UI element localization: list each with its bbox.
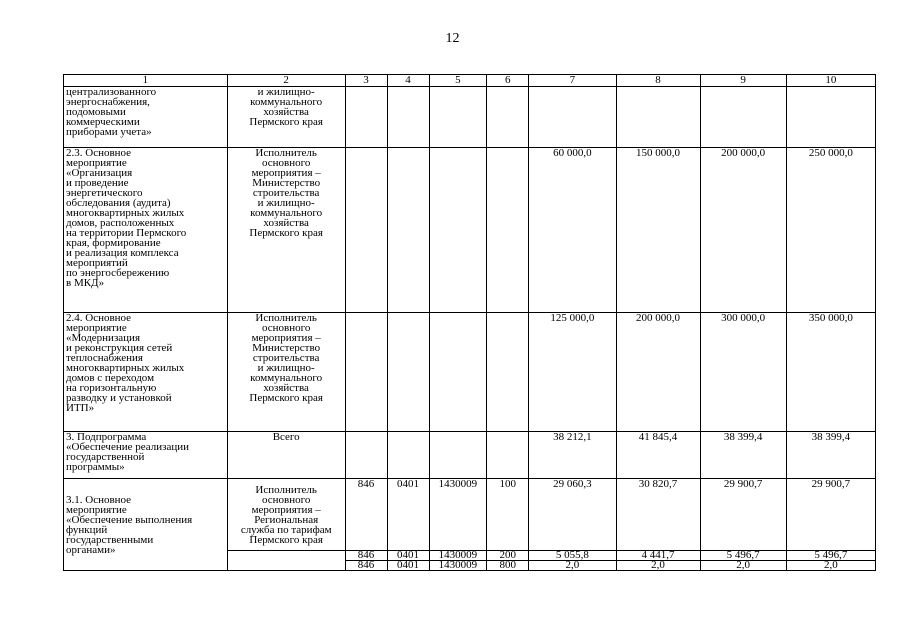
cell-v7: 38 212,1 xyxy=(529,432,616,479)
executor xyxy=(227,148,345,313)
cell-c4 xyxy=(387,432,429,479)
cell-v10: 350 000,0 xyxy=(786,313,875,432)
cell-v7: 60 000,0 xyxy=(529,148,616,313)
page-number: 12 xyxy=(445,31,460,46)
cell-v9: 300 000,0 xyxy=(700,313,786,432)
column-header: 1 xyxy=(64,75,228,87)
cell-v8: 41 845,4 xyxy=(616,432,700,479)
executor-text: Исполнитель основного мероприятия – Министерство строительства и жилищно- коммунального хозяйства Пермского края xyxy=(249,147,323,239)
cell-v8: 150 000,0 xyxy=(616,148,700,313)
cell-v7 xyxy=(529,87,616,148)
measure-name-text: 2.4. Основное мероприятие «Модернизация и реконструкция сетей теплоснабжения многоквартирных жилых домов с переходом на горизонтальную разводку и установкой ИТП» xyxy=(66,312,185,414)
measure-name xyxy=(64,432,228,479)
cell-v10: 250 000,0 xyxy=(786,148,875,313)
cell-v10: 29 900,7 xyxy=(786,479,875,551)
cell-v7: 2,0 xyxy=(529,561,616,571)
cell-c4 xyxy=(387,148,429,313)
cell-v8: 200 000,0 xyxy=(616,313,700,432)
table-row xyxy=(64,87,876,148)
cell-c6 xyxy=(487,87,529,148)
cell-c4: 0401 xyxy=(387,551,429,561)
cell-c6: 100 xyxy=(487,479,529,551)
cell-v7: 29 060,3 xyxy=(529,479,616,551)
cell-c5 xyxy=(429,148,487,313)
cell-v8: 2,0 xyxy=(616,561,700,571)
cell-v10 xyxy=(786,87,875,148)
cell-c5: 1430009 xyxy=(429,551,487,561)
cell-v8: 30 820,7 xyxy=(616,479,700,551)
cell-c6 xyxy=(487,148,529,313)
table-row xyxy=(64,479,876,551)
cell-v10: 2,0 xyxy=(786,561,875,571)
column-header: 8 xyxy=(616,75,700,87)
cell-c5: 1430009 xyxy=(429,561,487,571)
cell-v8 xyxy=(616,87,700,148)
cell-c6: 200 xyxy=(487,551,529,561)
cell-c3: 846 xyxy=(345,561,387,571)
table-row xyxy=(64,313,876,432)
measure-name-text: 3. Подпрограмма «Обеспечение реализации государственной программы» xyxy=(66,431,190,473)
column-header: 2 xyxy=(227,75,345,87)
column-header: 6 xyxy=(487,75,529,87)
executor-empty xyxy=(227,551,345,571)
column-header: 4 xyxy=(387,75,429,87)
cell-v9: 200 000,0 xyxy=(700,148,786,313)
cell-c6: 800 xyxy=(487,561,529,571)
cell-c5: 1430009 xyxy=(429,479,487,551)
cell-c6 xyxy=(487,313,529,432)
measure-name xyxy=(64,479,228,571)
cell-c6 xyxy=(487,432,529,479)
cell-v10: 38 399,4 xyxy=(786,432,875,479)
column-header: 9 xyxy=(700,75,786,87)
cell-c5 xyxy=(429,313,487,432)
cell-v9 xyxy=(700,87,786,148)
cell-c5 xyxy=(429,432,487,479)
cell-c3: 846 xyxy=(345,479,387,551)
executor xyxy=(227,313,345,432)
executor-text: и жилищно- коммунального хозяйства Пермского края xyxy=(249,86,323,128)
cell-c3 xyxy=(345,87,387,148)
cell-v7: 125 000,0 xyxy=(529,313,616,432)
table-row xyxy=(64,432,876,479)
measure-name xyxy=(64,313,228,432)
executor-text: Исполнитель основного мероприятия – Министерство строительства и жилищно- коммунального хозяйства Пермского края xyxy=(249,312,323,404)
column-header: 10 xyxy=(786,75,875,87)
cell-v7: 5 055,8 xyxy=(529,551,616,561)
cell-c3: 846 xyxy=(345,551,387,561)
cell-v9: 2,0 xyxy=(700,561,786,571)
cell-c5 xyxy=(429,87,487,148)
measure-name-text: 2.3. Основное мероприятие «Организация и проведение энергетического обследования (аудита) многоквартирных жилых домов, расположенных на территории Пермского края, формирование и реализация комплекса мероприятий по энергосбережению в МКД» xyxy=(66,147,187,289)
table-row xyxy=(64,148,876,313)
budget-table xyxy=(63,74,876,571)
cell-c3 xyxy=(345,148,387,313)
measure-name xyxy=(64,148,228,313)
executor-text: Исполнитель основного мероприятия – Региональная служба по тарифам Пермского края xyxy=(240,483,332,546)
column-number-row xyxy=(64,75,876,87)
cell-c4: 0401 xyxy=(387,479,429,551)
cell-c4 xyxy=(387,87,429,148)
cell-v10: 5 496,7 xyxy=(786,551,875,561)
measure-name-text: централизованного энергоснабжения, подомовыми коммерческими приборами учета» xyxy=(66,86,157,138)
cell-v9: 5 496,7 xyxy=(700,551,786,561)
cell-v8: 4 441,7 xyxy=(616,551,700,561)
executor: Всего xyxy=(227,432,345,479)
column-header: 3 xyxy=(345,75,387,87)
measure-name-text: 3.1. Основное мероприятие «Обеспечение выполнения функций государственными органами» xyxy=(66,493,193,556)
column-header: 7 xyxy=(529,75,616,87)
cell-c4 xyxy=(387,313,429,432)
executor xyxy=(227,87,345,148)
cell-v9: 38 399,4 xyxy=(700,432,786,479)
cell-v9: 29 900,7 xyxy=(700,479,786,551)
measure-name xyxy=(64,87,228,148)
cell-c3 xyxy=(345,432,387,479)
column-header: 5 xyxy=(429,75,487,87)
cell-c4: 0401 xyxy=(387,561,429,571)
executor xyxy=(227,479,345,551)
cell-c3 xyxy=(345,313,387,432)
